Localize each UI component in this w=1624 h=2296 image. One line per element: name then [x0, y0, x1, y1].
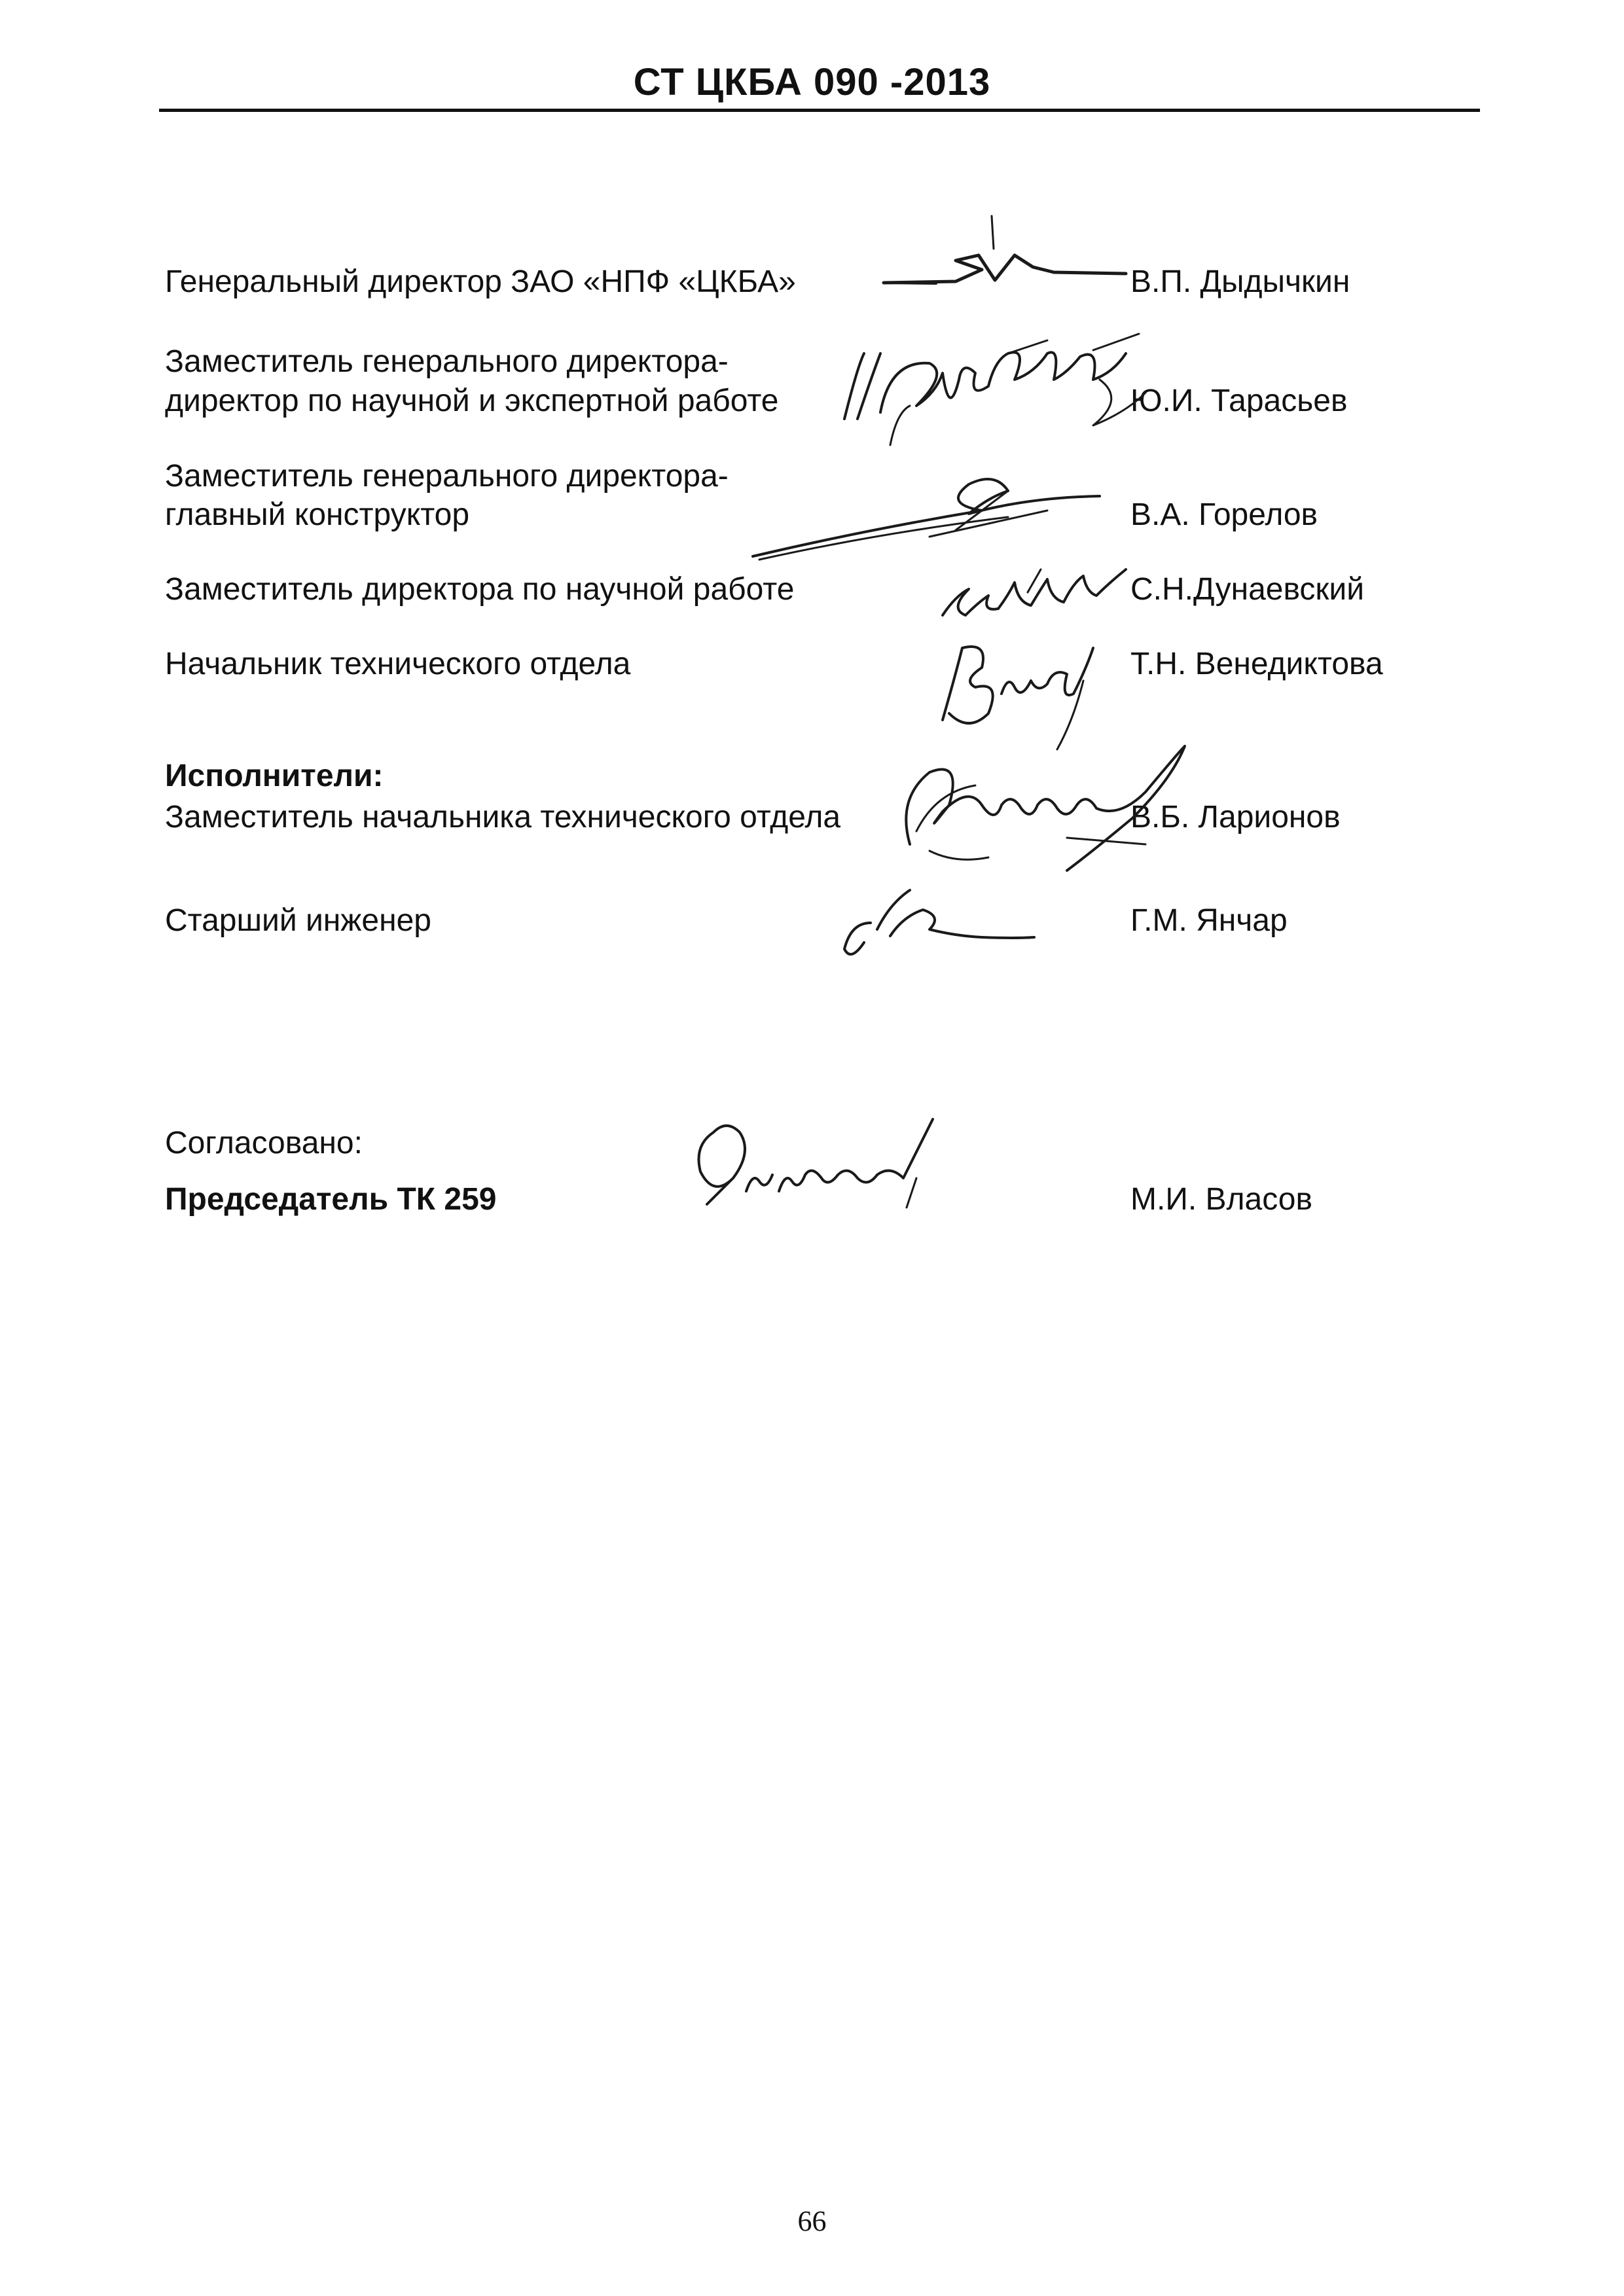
executor-role: Старший инженер: [165, 903, 431, 938]
executor-name: В.Б. Ларионов: [1130, 800, 1341, 834]
approval-name: М.И. Власов: [1130, 1182, 1312, 1217]
executors-heading: Исполнители:: [165, 759, 384, 793]
signatory-name: Ю.И. Тарасьев: [1130, 384, 1348, 418]
signature-vlasov: [681, 1106, 982, 1224]
signatory-role: главный конструктор: [165, 497, 470, 532]
signature-yanchar: [825, 864, 1047, 975]
signatory-role: Заместитель генерального директора-: [165, 344, 729, 379]
signatory-role: Начальник технического отдела: [165, 647, 631, 681]
signatory-name: С.Н.Дунаевский: [1130, 572, 1365, 607]
signatory-role: Заместитель генерального директора-: [165, 459, 729, 493]
executor-name: Г.М. Янчар: [1130, 903, 1288, 938]
signature-larionov: [871, 733, 1198, 884]
signatory-role: Генеральный директор ЗАО «НПФ «ЦКБА»: [165, 264, 796, 299]
signatory-name: В.П. Дыдычкин: [1130, 264, 1350, 299]
signature-dydychkin: [857, 209, 1132, 301]
signature-dunaevsky: [929, 556, 1139, 628]
approval-role: Председатель ТК 259: [165, 1182, 497, 1217]
header-rule: [159, 109, 1480, 112]
approval-label: Согласовано:: [165, 1126, 363, 1160]
executor-role: Заместитель начальника технического отдела: [165, 800, 841, 834]
signatory-name: В.А. Горелов: [1130, 497, 1318, 532]
page-number: 66: [797, 2205, 827, 2237]
signatory-name: Т.Н. Венедиктова: [1130, 647, 1383, 681]
document-code: СТ ЦКБА 090 -2013: [633, 61, 991, 103]
signatory-role: директор по научной и экспертной работе: [165, 384, 779, 418]
signatory-role: Заместитель директора по научной работе: [165, 572, 795, 607]
